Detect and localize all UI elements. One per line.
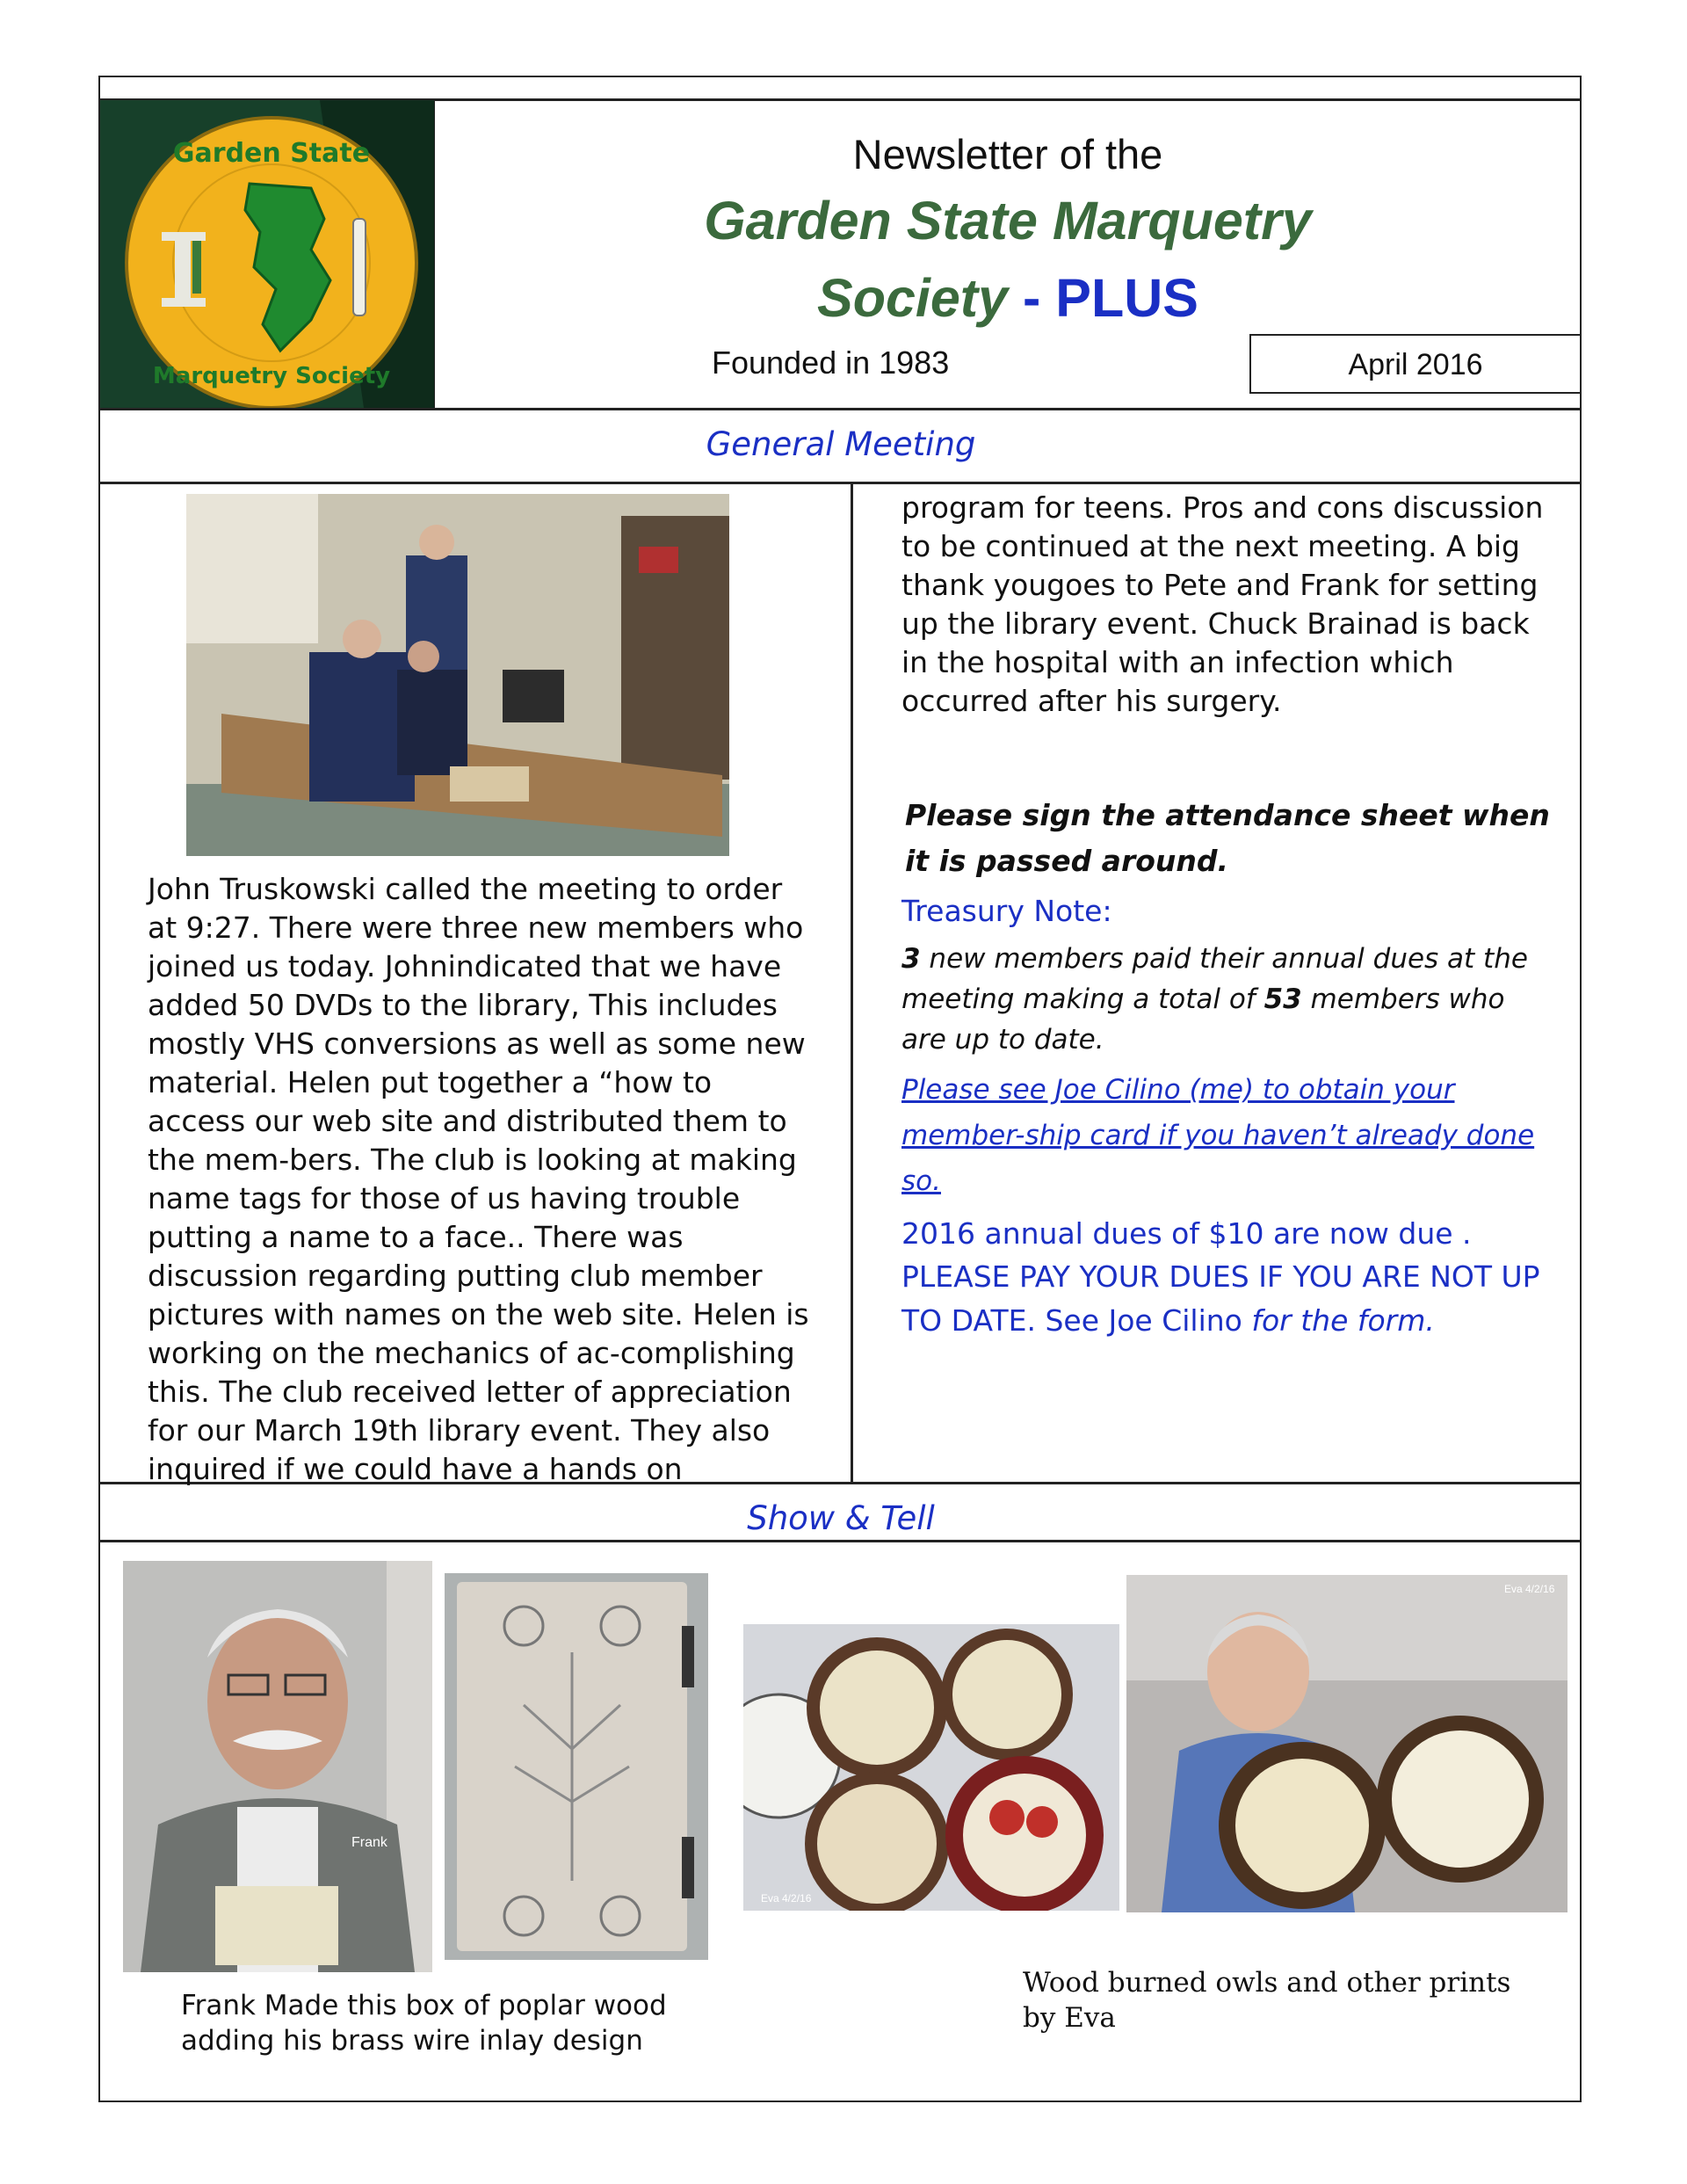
new-members-count: 3 — [901, 943, 921, 975]
eva-photo-label: Eva 4/2/16 — [1504, 1583, 1555, 1595]
logo-text-top: Garden State — [172, 138, 371, 169]
society-plus-line — [434, 267, 1582, 329]
show-tell-title: Show & Tell — [747, 1499, 935, 1537]
column-divider — [851, 482, 853, 1484]
frank-photo-label: Frank — [351, 1835, 387, 1850]
logo-patch-icon — [100, 100, 434, 408]
dues-line-2 — [901, 1255, 1569, 1343]
dash: - — [1008, 268, 1056, 328]
plus-label: PLUS — [1055, 268, 1198, 328]
treasury-title: Treasury Note: — [901, 894, 1112, 928]
logo-text-bottom: Marquetry Society — [152, 363, 391, 389]
newsletter-line: Newsletter of the — [852, 131, 1163, 178]
general-meeting-title-rule — [98, 482, 1582, 484]
frank-photo — [123, 1561, 432, 1972]
society-logo — [100, 100, 434, 408]
issue-date: April 2016 — [1249, 334, 1582, 394]
dues-reminder: PLEASE PAY YOUR DUES IF YOU ARE NOT UP TO DATE. See Joe Cilino — [901, 1259, 1540, 1338]
frank-caption: Frank Made this box of poplar wood adding his brass wire inlay design — [181, 1990, 667, 2057]
eva-caption: Wood burned owls and other prints by Eva — [1023, 1967, 1511, 2034]
owl-prints-photo — [743, 1624, 1119, 1911]
dues-form-text: for the form. — [1251, 1303, 1435, 1338]
show-tell-title-rule — [98, 1540, 1582, 1542]
dues-line-1: 2016 annual dues of $10 are now due . — [901, 1216, 1472, 1251]
meeting-photo — [186, 494, 729, 856]
treasury-note — [901, 939, 1552, 1060]
eva-photo — [1126, 1575, 1568, 1912]
treasury-text-mid: new members paid their annual dues at the meeting making a total of — [901, 943, 1528, 1015]
poplar-box-photo — [445, 1573, 708, 1960]
total-members-count: 53 — [1263, 983, 1302, 1015]
meeting-minutes-left: John Truskowski called the meeting to order at 9:27. There were three new members who joined us today. Johnindicated that we have added 50 DVDs to the library, This includes mostly VHS conversions as well as some new material. Helen put together a “how to access our web site and distributed them to the mem-bers. The club is looking at making name tags for those of us having trouble putting a name to a face.. There was discussion regarding putting club member pictures with names on the web site. Helen is working on the mechanics of ac-complishing this. The club received letter of appreciation for our March 19th library event. They also inquired if we could have a hands on — [148, 872, 809, 1486]
treasury-text-end: members who are up to date. — [901, 983, 1505, 1056]
membership-card-link[interactable]: Please see Joe Cilino (me) to obtain your member-ship card if you haven’t already done so. — [901, 1074, 1535, 1197]
header-bottom-rule — [98, 408, 1582, 410]
society-name-line: Garden State Marquetry — [704, 191, 1312, 250]
founded-text: Founded in 1983 — [712, 345, 950, 381]
society-word: Society — [817, 268, 1009, 328]
attendance-note: Please sign the attendance sheet when it is passed around. — [905, 798, 1550, 878]
general-meeting-title: General Meeting — [706, 425, 976, 463]
meeting-minutes-right: program for teens. Pros and cons discussion to be continued at the next meeting. A big thank yougoes to Pete and Frank for setting up the library event. Chuck Brainad is back in the hospital with an infection which occurred after his surgery. — [901, 490, 1544, 718]
owl-prints-label: Eva 4/2/16 — [761, 1892, 812, 1905]
